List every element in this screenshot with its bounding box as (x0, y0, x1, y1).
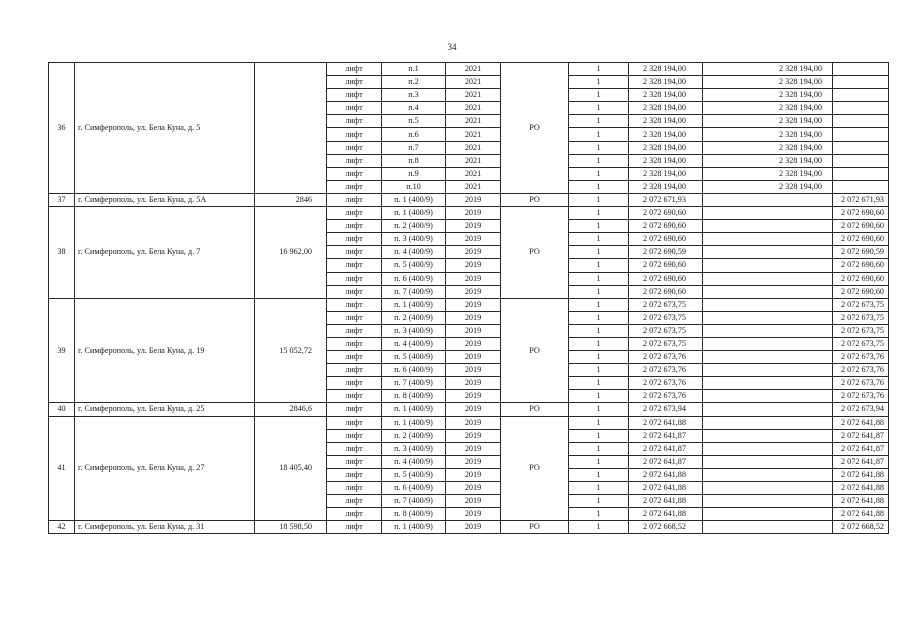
row-number: 37 (49, 193, 75, 206)
amount-cell: 2 072 668,52 (629, 521, 703, 534)
quantity-cell: 1 (569, 377, 629, 390)
year-cell: 2019 (446, 482, 501, 495)
source-amount-cell (703, 364, 833, 377)
total-amount-cell: 2 072 673,75 (833, 298, 889, 311)
total-amount-cell: 2 072 641,88 (833, 416, 889, 429)
source-amount-cell: 2 328 194,00 (703, 115, 833, 128)
amount-cell: 2 072 673,75 (629, 337, 703, 350)
entrance-cell: п.2 (382, 76, 446, 89)
year-cell: 2019 (446, 495, 501, 508)
area-cell: 15 052,72 (255, 298, 327, 403)
total-amount-cell (833, 115, 889, 128)
work-type-cell: лифт (327, 233, 382, 246)
work-type-cell: лифт (327, 377, 382, 390)
source-amount-cell (703, 324, 833, 337)
quantity-cell: 1 (569, 272, 629, 285)
work-type-cell: лифт (327, 468, 382, 481)
amount-cell: 2 072 690,60 (629, 285, 703, 298)
executor-cell: РО (501, 63, 569, 194)
total-amount-cell: 2 072 641,87 (833, 429, 889, 442)
year-cell: 2021 (446, 89, 501, 102)
entrance-cell: п. 1 (400/9) (382, 298, 446, 311)
year-cell: 2019 (446, 311, 501, 324)
total-amount-cell (833, 154, 889, 167)
amount-cell: 2 072 641,88 (629, 495, 703, 508)
source-amount-cell: 2 328 194,00 (703, 76, 833, 89)
year-cell: 2019 (446, 298, 501, 311)
quantity-cell: 1 (569, 351, 629, 364)
page-number: 34 (447, 42, 457, 52)
total-amount-cell: 2 072 690,60 (833, 259, 889, 272)
source-amount-cell (703, 495, 833, 508)
total-amount-cell: 2 072 673,76 (833, 390, 889, 403)
quantity-cell: 1 (569, 115, 629, 128)
work-type-cell: лифт (327, 508, 382, 521)
year-cell: 2021 (446, 102, 501, 115)
quantity-cell: 1 (569, 154, 629, 167)
entrance-cell: п. 3 (400/9) (382, 233, 446, 246)
source-amount-cell (703, 220, 833, 233)
entrance-cell: п. 1 (400/9) (382, 416, 446, 429)
amount-cell: 2 072 690,60 (629, 259, 703, 272)
total-amount-cell: 2 072 690,60 (833, 207, 889, 220)
total-amount-cell: 2 072 641,87 (833, 442, 889, 455)
quantity-cell: 1 (569, 89, 629, 102)
source-amount-cell (703, 455, 833, 468)
entrance-cell: п. 5 (400/9) (382, 351, 446, 364)
year-cell: 2019 (446, 468, 501, 481)
row-number: 41 (49, 416, 75, 521)
table-row (49, 298, 889, 311)
entrance-cell: п. 1 (400/9) (382, 521, 446, 534)
entrance-cell: п. 7 (400/9) (382, 285, 446, 298)
amount-cell: 2 072 641,87 (629, 455, 703, 468)
address-cell: г. Симферополь, ул. Бела Куна, д. 5 (75, 63, 255, 194)
total-amount-cell (833, 128, 889, 141)
quantity-cell: 1 (569, 193, 629, 206)
amount-cell: 2 328 194,00 (629, 76, 703, 89)
year-cell: 2019 (446, 521, 501, 534)
quantity-cell: 1 (569, 128, 629, 141)
work-type-cell: лифт (327, 63, 382, 76)
quantity-cell: 1 (569, 298, 629, 311)
total-amount-cell: 2 072 673,76 (833, 364, 889, 377)
total-amount-cell: 2 072 641,87 (833, 455, 889, 468)
year-cell: 2019 (446, 324, 501, 337)
work-type-cell: лифт (327, 495, 382, 508)
source-amount-cell (703, 351, 833, 364)
total-amount-cell: 2 072 690,60 (833, 285, 889, 298)
amount-cell: 2 072 673,76 (629, 351, 703, 364)
total-amount-cell: 2 072 673,75 (833, 311, 889, 324)
source-amount-cell (703, 272, 833, 285)
amount-cell: 2 328 194,00 (629, 63, 703, 76)
source-amount-cell (703, 390, 833, 403)
total-amount-cell (833, 76, 889, 89)
source-amount-cell (703, 285, 833, 298)
source-amount-cell (703, 521, 833, 534)
amount-cell: 2 072 673,76 (629, 364, 703, 377)
quantity-cell: 1 (569, 521, 629, 534)
source-amount-cell (703, 416, 833, 429)
entrance-cell: п.3 (382, 89, 446, 102)
total-amount-cell (833, 141, 889, 154)
work-type-cell: лифт (327, 89, 382, 102)
year-cell: 2019 (446, 272, 501, 285)
work-type-cell: лифт (327, 76, 382, 89)
source-amount-cell: 2 328 194,00 (703, 89, 833, 102)
source-amount-cell (703, 403, 833, 416)
area-cell: 18 405,40 (255, 416, 327, 521)
quantity-cell: 1 (569, 167, 629, 180)
entrance-cell: п.7 (382, 141, 446, 154)
quantity-cell: 1 (569, 455, 629, 468)
work-type-cell: лифт (327, 272, 382, 285)
source-amount-cell (703, 246, 833, 259)
quantity-cell: 1 (569, 246, 629, 259)
amount-cell: 2 072 641,87 (629, 442, 703, 455)
executor-cell: РО (501, 207, 569, 299)
work-type-cell: лифт (327, 311, 382, 324)
total-amount-cell (833, 89, 889, 102)
row-number: 36 (49, 63, 75, 194)
work-type-cell: лифт (327, 220, 382, 233)
year-cell: 2019 (446, 455, 501, 468)
work-type-cell: лифт (327, 115, 382, 128)
source-amount-cell (703, 482, 833, 495)
total-amount-cell: 2 072 673,76 (833, 351, 889, 364)
quantity-cell: 1 (569, 207, 629, 220)
work-type-cell: лифт (327, 390, 382, 403)
entrance-cell: п. 4 (400/9) (382, 455, 446, 468)
entrance-cell: п. 3 (400/9) (382, 442, 446, 455)
source-amount-cell (703, 233, 833, 246)
table-row (49, 521, 889, 534)
amount-cell: 2 328 194,00 (629, 89, 703, 102)
source-amount-cell (703, 207, 833, 220)
document-table-container (48, 62, 889, 534)
year-cell: 2019 (446, 259, 501, 272)
address-cell: г. Симферополь, ул. Бела Куна, д. 7 (75, 207, 255, 299)
entrance-cell: п. 2 (400/9) (382, 220, 446, 233)
year-cell: 2019 (446, 220, 501, 233)
quantity-cell: 1 (569, 442, 629, 455)
area-cell (255, 63, 327, 194)
quantity-cell: 1 (569, 403, 629, 416)
quantity-cell: 1 (569, 429, 629, 442)
quantity-cell: 1 (569, 324, 629, 337)
work-type-cell: лифт (327, 403, 382, 416)
quantity-cell: 1 (569, 337, 629, 350)
total-amount-cell: 2 072 673,94 (833, 403, 889, 416)
source-amount-cell (703, 311, 833, 324)
entrance-cell: п. 8 (400/9) (382, 508, 446, 521)
total-amount-cell: 2 072 690,60 (833, 220, 889, 233)
amount-cell: 2 072 673,76 (629, 377, 703, 390)
year-cell: 2019 (446, 508, 501, 521)
row-number: 42 (49, 521, 75, 534)
table-row (49, 63, 889, 76)
source-amount-cell (703, 429, 833, 442)
area-cell: 16 962,00 (255, 207, 327, 299)
entrance-cell: п. 6 (400/9) (382, 272, 446, 285)
year-cell: 2019 (446, 207, 501, 220)
total-amount-cell (833, 180, 889, 193)
address-cell: г. Симферополь, ул. Бела Куна, д. 5А (75, 193, 255, 206)
entrance-cell: п. 7 (400/9) (382, 495, 446, 508)
row-number: 39 (49, 298, 75, 403)
source-amount-cell (703, 259, 833, 272)
quantity-cell: 1 (569, 482, 629, 495)
amount-cell: 2 072 641,88 (629, 482, 703, 495)
table-body (49, 63, 889, 534)
year-cell: 2019 (446, 390, 501, 403)
quantity-cell: 1 (569, 495, 629, 508)
year-cell: 2021 (446, 167, 501, 180)
quantity-cell: 1 (569, 259, 629, 272)
work-type-cell: лифт (327, 128, 382, 141)
amount-cell: 2 072 690,60 (629, 207, 703, 220)
row-number: 40 (49, 403, 75, 416)
source-amount-cell: 2 328 194,00 (703, 180, 833, 193)
table-row (49, 193, 889, 206)
quantity-cell: 1 (569, 416, 629, 429)
source-amount-cell (703, 468, 833, 481)
entrance-cell: п. 1 (400/9) (382, 403, 446, 416)
amount-cell: 2 072 641,87 (629, 429, 703, 442)
entrance-cell: п. 3 (400/9) (382, 324, 446, 337)
amount-cell: 2 072 690,60 (629, 272, 703, 285)
quantity-cell: 1 (569, 63, 629, 76)
total-amount-cell: 2 072 673,75 (833, 324, 889, 337)
table-row (49, 403, 889, 416)
total-amount-cell: 2 072 690,60 (833, 233, 889, 246)
work-type-cell: лифт (327, 442, 382, 455)
amount-cell: 2 072 690,59 (629, 246, 703, 259)
quantity-cell: 1 (569, 220, 629, 233)
total-amount-cell: 2 072 641,88 (833, 508, 889, 521)
amount-cell: 2 072 641,88 (629, 508, 703, 521)
year-cell: 2019 (446, 337, 501, 350)
work-type-cell: лифт (327, 102, 382, 115)
quantity-cell: 1 (569, 233, 629, 246)
entrance-cell: п. 6 (400/9) (382, 364, 446, 377)
address-cell: г. Симферополь, ул. Бела Куна, д. 27 (75, 416, 255, 521)
work-type-cell: лифт (327, 351, 382, 364)
entrance-cell: п. 5 (400/9) (382, 259, 446, 272)
year-cell: 2021 (446, 115, 501, 128)
amount-cell: 2 072 690,60 (629, 233, 703, 246)
work-type-cell: лифт (327, 141, 382, 154)
source-amount-cell: 2 328 194,00 (703, 141, 833, 154)
work-type-cell: лифт (327, 482, 382, 495)
year-cell: 2021 (446, 180, 501, 193)
entrance-cell: п.5 (382, 115, 446, 128)
year-cell: 2021 (446, 76, 501, 89)
total-amount-cell: 2 072 673,76 (833, 377, 889, 390)
quantity-cell: 1 (569, 285, 629, 298)
work-type-cell: лифт (327, 324, 382, 337)
total-amount-cell (833, 167, 889, 180)
entrance-cell: п.4 (382, 102, 446, 115)
total-amount-cell: 2 072 690,60 (833, 272, 889, 285)
year-cell: 2019 (446, 364, 501, 377)
amount-cell: 2 328 194,00 (629, 167, 703, 180)
work-type-cell: лифт (327, 429, 382, 442)
elevator-repair-table (48, 62, 889, 534)
work-type-cell: лифт (327, 193, 382, 206)
work-type-cell: лифт (327, 521, 382, 534)
quantity-cell: 1 (569, 311, 629, 324)
work-type-cell: лифт (327, 298, 382, 311)
amount-cell: 2 328 194,00 (629, 141, 703, 154)
table-row (49, 416, 889, 429)
entrance-cell: п. 7 (400/9) (382, 377, 446, 390)
total-amount-cell: 2 072 641,88 (833, 482, 889, 495)
quantity-cell: 1 (569, 76, 629, 89)
source-amount-cell (703, 508, 833, 521)
total-amount-cell: 2 072 668,52 (833, 521, 889, 534)
entrance-cell: п. 1 (400/9) (382, 207, 446, 220)
amount-cell: 2 072 671,93 (629, 193, 703, 206)
total-amount-cell: 2 072 641,88 (833, 468, 889, 481)
quantity-cell: 1 (569, 468, 629, 481)
year-cell: 2021 (446, 128, 501, 141)
amount-cell: 2 072 641,88 (629, 416, 703, 429)
address-cell: г. Симферополь, ул. Бела Куна, д. 31 (75, 521, 255, 534)
executor-cell: РО (501, 416, 569, 521)
total-amount-cell (833, 63, 889, 76)
entrance-cell: п. 8 (400/9) (382, 390, 446, 403)
area-cell: 2846 (255, 193, 327, 206)
work-type-cell: лифт (327, 259, 382, 272)
table-row (49, 207, 889, 220)
executor-cell: РО (501, 403, 569, 416)
amount-cell: 2 072 673,75 (629, 298, 703, 311)
year-cell: 2021 (446, 63, 501, 76)
source-amount-cell: 2 328 194,00 (703, 102, 833, 115)
total-amount-cell: 2 072 671,93 (833, 193, 889, 206)
entrance-cell: п.6 (382, 128, 446, 141)
work-type-cell: лифт (327, 207, 382, 220)
work-type-cell: лифт (327, 337, 382, 350)
work-type-cell: лифт (327, 167, 382, 180)
amount-cell: 2 072 641,88 (629, 468, 703, 481)
area-cell: 2846,6 (255, 403, 327, 416)
amount-cell: 2 072 673,75 (629, 324, 703, 337)
address-cell: г. Симферополь, ул. Бела Куна, д. 19 (75, 298, 255, 403)
entrance-cell: п. 2 (400/9) (382, 429, 446, 442)
executor-cell: РО (501, 298, 569, 403)
amount-cell: 2 072 673,76 (629, 390, 703, 403)
year-cell: 2019 (446, 403, 501, 416)
quantity-cell: 1 (569, 508, 629, 521)
amount-cell: 2 072 690,60 (629, 220, 703, 233)
total-amount-cell: 2 072 641,88 (833, 495, 889, 508)
quantity-cell: 1 (569, 364, 629, 377)
year-cell: 2019 (446, 416, 501, 429)
quantity-cell: 1 (569, 180, 629, 193)
area-cell: 18 598,50 (255, 521, 327, 534)
entrance-cell: п.9 (382, 167, 446, 180)
work-type-cell: лифт (327, 285, 382, 298)
work-type-cell: лифт (327, 455, 382, 468)
amount-cell: 2 328 194,00 (629, 154, 703, 167)
entrance-cell: п. 5 (400/9) (382, 468, 446, 481)
row-number: 38 (49, 207, 75, 299)
total-amount-cell: 2 072 690,59 (833, 246, 889, 259)
entrance-cell: п. 2 (400/9) (382, 311, 446, 324)
quantity-cell: 1 (569, 141, 629, 154)
year-cell: 2019 (446, 351, 501, 364)
total-amount-cell (833, 102, 889, 115)
entrance-cell: п.10 (382, 180, 446, 193)
source-amount-cell: 2 328 194,00 (703, 154, 833, 167)
entrance-cell: п. 1 (400/9) (382, 193, 446, 206)
work-type-cell: лифт (327, 180, 382, 193)
amount-cell: 2 072 673,75 (629, 311, 703, 324)
source-amount-cell (703, 298, 833, 311)
amount-cell: 2 328 194,00 (629, 115, 703, 128)
year-cell: 2019 (446, 442, 501, 455)
source-amount-cell: 2 328 194,00 (703, 167, 833, 180)
entrance-cell: п.8 (382, 154, 446, 167)
year-cell: 2019 (446, 377, 501, 390)
source-amount-cell (703, 337, 833, 350)
entrance-cell: п. 6 (400/9) (382, 482, 446, 495)
source-amount-cell: 2 328 194,00 (703, 128, 833, 141)
address-cell: г. Симферополь, ул. Бела Куна, д. 25 (75, 403, 255, 416)
year-cell: 2019 (446, 246, 501, 259)
entrance-cell: п. 4 (400/9) (382, 337, 446, 350)
year-cell: 2021 (446, 141, 501, 154)
source-amount-cell: 2 328 194,00 (703, 63, 833, 76)
entrance-cell: п.1 (382, 63, 446, 76)
year-cell: 2019 (446, 233, 501, 246)
amount-cell: 2 072 673,94 (629, 403, 703, 416)
work-type-cell: лифт (327, 416, 382, 429)
year-cell: 2021 (446, 154, 501, 167)
work-type-cell: лифт (327, 246, 382, 259)
quantity-cell: 1 (569, 390, 629, 403)
amount-cell: 2 328 194,00 (629, 102, 703, 115)
source-amount-cell (703, 193, 833, 206)
source-amount-cell (703, 442, 833, 455)
work-type-cell: лифт (327, 364, 382, 377)
executor-cell: РО (501, 521, 569, 534)
total-amount-cell: 2 072 673,75 (833, 337, 889, 350)
entrance-cell: п. 4 (400/9) (382, 246, 446, 259)
year-cell: 2019 (446, 193, 501, 206)
executor-cell: РО (501, 193, 569, 206)
year-cell: 2019 (446, 285, 501, 298)
work-type-cell: лифт (327, 154, 382, 167)
quantity-cell: 1 (569, 102, 629, 115)
amount-cell: 2 328 194,00 (629, 180, 703, 193)
amount-cell: 2 328 194,00 (629, 128, 703, 141)
source-amount-cell (703, 377, 833, 390)
year-cell: 2019 (446, 429, 501, 442)
